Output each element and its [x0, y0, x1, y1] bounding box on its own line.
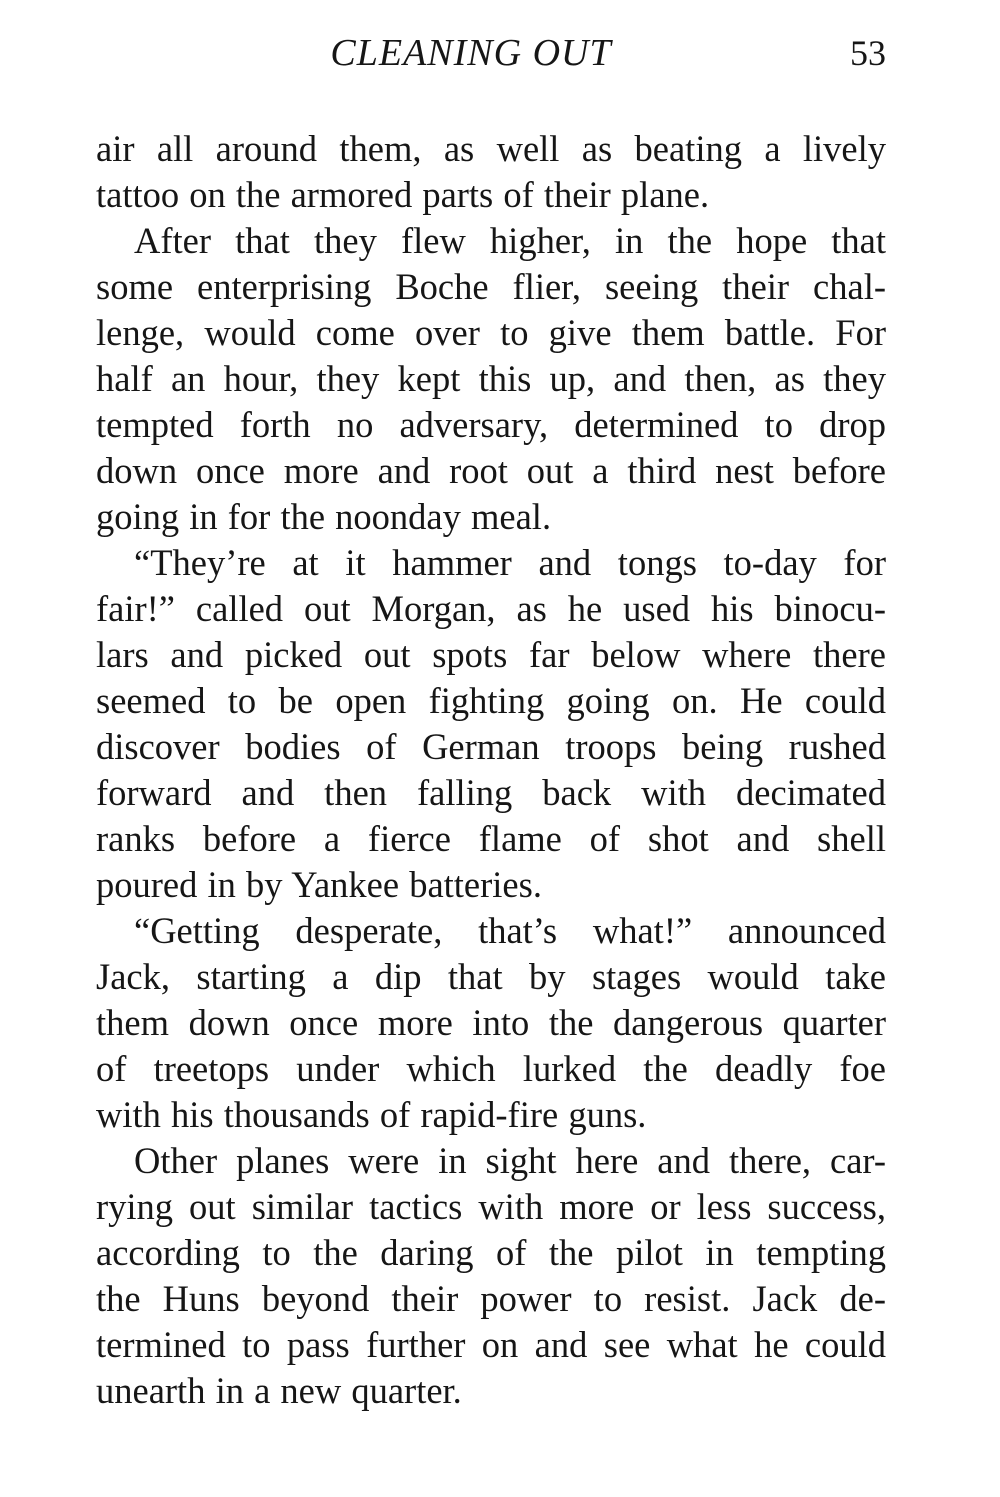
- body-text: [96, 126, 886, 1414]
- text-line: them down once more into the dangerous quarter: [96, 1002, 886, 1043]
- text-line: some enterprising Boche flier, seeing their chal-: [96, 266, 886, 307]
- running-title-text: CLEANING OUT: [330, 32, 612, 74]
- text-line: forward and then falling back with decimated: [96, 772, 886, 813]
- text-line: lenge, would come over to give them battle. For: [96, 312, 886, 353]
- running-head: [96, 30, 886, 80]
- text-line: with his thousands of rapid-fire guns.: [96, 1094, 647, 1135]
- text-line: tempted forth no adversary, determined to drop: [96, 404, 886, 445]
- text-line: air all around them, as well as beating a lively: [96, 128, 886, 169]
- page-number: 53: [850, 33, 886, 73]
- text-line: poured in by Yankee batteries.: [96, 864, 542, 905]
- text-line: “They’re at it hammer and tongs to-day for: [134, 542, 886, 583]
- text-line: After that they flew higher, in the hope that: [134, 220, 886, 261]
- text-line: ranks before a fierce flame of shot and shell: [96, 818, 886, 859]
- text-line: tattoo on the armored parts of their plane.: [96, 174, 710, 215]
- text-line: seemed to be open fighting going on. He could: [96, 680, 886, 721]
- text-line: of treetops under which lurked the deadly foe: [96, 1048, 886, 1089]
- text-line: going in for the noonday meal.: [96, 496, 552, 537]
- text-line: “Getting desperate, that’s what!” announced: [134, 910, 886, 951]
- running-title: [96, 30, 886, 76]
- text-line: discover bodies of German troops being rushed: [96, 726, 886, 767]
- text-line: termined to pass further on and see what he could: [96, 1324, 886, 1365]
- text-line: Other planes were in sight here and there, car-: [134, 1140, 886, 1181]
- text-line: half an hour, they kept this up, and then, as they: [96, 358, 886, 399]
- text-line: according to the daring of the pilot in tempting: [96, 1232, 886, 1273]
- text-line: rying out similar tactics with more or less success,: [96, 1186, 886, 1227]
- text-line: Jack, starting a dip that by stages would take: [96, 956, 886, 997]
- text-line: the Huns beyond their power to resist. Jack de-: [96, 1278, 886, 1319]
- text-line: lars and picked out spots far below where there: [96, 634, 886, 675]
- text-line: unearth in a new quarter.: [96, 1370, 462, 1411]
- text-line: down once more and root out a third nest before: [96, 450, 886, 491]
- text-line: fair!” called out Morgan, as he used his binocu-: [96, 588, 886, 629]
